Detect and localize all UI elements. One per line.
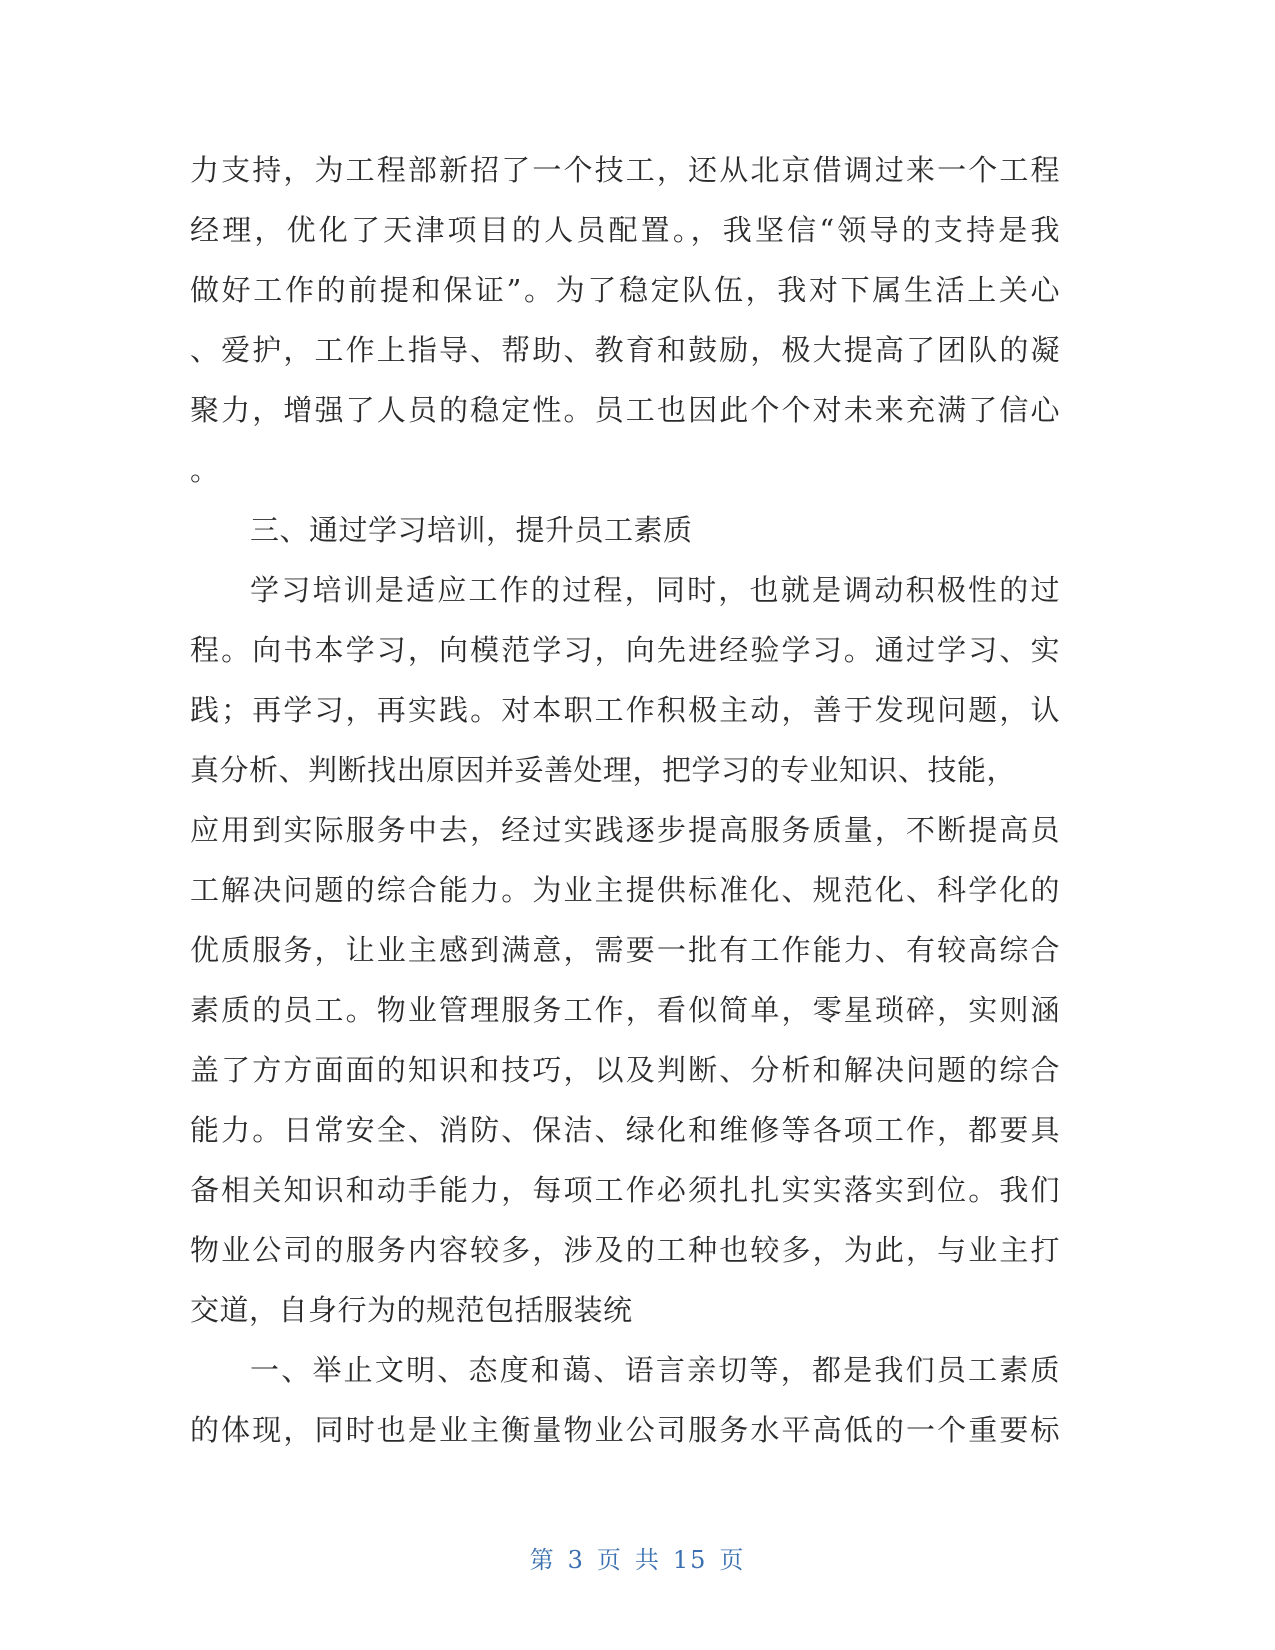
section-heading: 三、通过学习培训，提升员工素质 [250,513,693,547]
text-line: 程。向书本学习，向模范学习，向先进经验学习。通过学习、实 [190,633,1060,667]
paragraph-first-line: 一、举止文明、态度和蔼、语言亲切等，都是我们员工素质 [250,1353,1060,1387]
text-line: 备相关知识和动手能力，每项工作必须扎扎实实落实到位。我们 [190,1173,1060,1207]
text-line: 。 [190,453,220,487]
text-line: 应用到实际服务中去，经过实践逐步提高服务质量，不断提高员 [190,813,1060,847]
text-line: 交道，自身行为的规范包括服装统 [190,1293,633,1327]
text-line: 、爱护，工作上指导、帮助、教育和鼓励，极大提高了团队的凝 [190,333,1060,367]
text-line: 真分析、判断找出原因并妥善处理，把学习的专业知识、技能， [190,753,1017,787]
text-line: 做好工作的前提和保证”。为了稳定队伍，我对下属生活上关心 [190,273,1060,307]
footer-suffix: 页 [719,1546,746,1574]
current-page-number: 3 [567,1546,585,1574]
text-line: 能力。日常安全、消防、保洁、绿化和维修等各项工作，都要具 [190,1113,1060,1147]
text-line: 经理，优化了天津项目的人员配置。，我坚信“领导的支持是我 [190,213,1060,247]
total-pages-number: 15 [672,1546,708,1574]
text-line: 聚力，增强了人员的稳定性。员工也因此个个对未来充满了信心 [190,393,1060,427]
text-line: 物业公司的服务内容较多，涉及的工种也较多，为此，与业主打 [190,1233,1060,1267]
text-line: 优质服务，让业主感到满意，需要一批有工作能力、有较高综合 [190,933,1060,967]
text-line: 力支持，为工程部新招了一个技工，还从北京借调过来一个工程 [190,153,1060,187]
text-line: 素质的员工。物业管理服务工作，看似简单，零星琐碎，实则涵 [190,993,1060,1027]
text-line: 工解决问题的综合能力。为业主提供标准化、规范化、科学化的 [190,873,1060,907]
footer-prefix: 第 [529,1546,556,1574]
footer-total-word: 共 [634,1546,661,1574]
text-line: 践；再学习，再实践。对本职工作积极主动，善于发现问题，认 [190,693,1060,727]
text-line: 盖了方方面面的知识和技巧，以及判断、分析和解决问题的综合 [190,1053,1060,1087]
document-body [190,140,1060,1460]
text-line: 的体现，同时也是业主衡量物业公司服务水平高低的一个重要标 [190,1413,1060,1447]
page-number-footer [0,1540,1275,1575]
footer-page-word: 页 [596,1546,623,1574]
paragraph-first-line: 学习培训是适应工作的过程，同时，也就是调动积极性的过 [250,573,1060,607]
